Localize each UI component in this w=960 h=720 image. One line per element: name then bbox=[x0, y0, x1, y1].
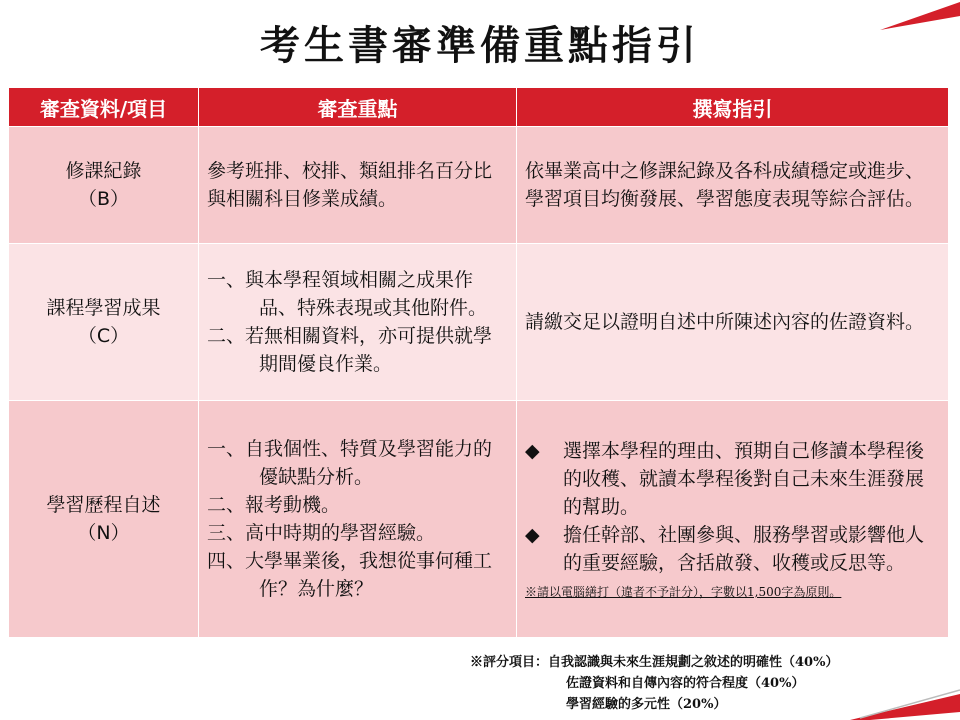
focus-item: 二、報考動機。 bbox=[207, 494, 341, 516]
red-corner-stripe-bottom bbox=[850, 694, 960, 720]
gray-corner-line bbox=[860, 690, 960, 718]
focus-item: 一、與本學程領域相關之成果作品、特殊表現或其他附件。 bbox=[207, 269, 488, 319]
item-name: 課程學習成果 bbox=[46, 297, 161, 319]
focus-item: 三、高中時期的學習經驗。 bbox=[207, 522, 436, 544]
guide-cell: 依畢業高中之修課紀錄及各科成績穩定或進步、學習項目均衡發展、學習態度表現等綜合評估。 bbox=[517, 127, 949, 244]
typing-note: ※請以電腦繕打（違者不予計分），字數以1,500字為原則。 bbox=[525, 585, 842, 599]
guide-cell bbox=[517, 401, 949, 638]
table-row bbox=[9, 127, 949, 244]
focus-cell bbox=[199, 401, 517, 638]
scoring-line-1: ※評分項目：自我認識與未來生涯規劃之敘述的明確性（40%） bbox=[470, 655, 839, 670]
item-cell bbox=[9, 401, 199, 638]
header-focus: 審查重點 bbox=[199, 88, 517, 127]
header-guide: 撰寫指引 bbox=[517, 88, 949, 127]
scoring-footnote bbox=[470, 652, 838, 715]
guide-bullet-text: 選擇本學程的理由、預期自己修讀本學程後的收穫、就讀本學程後對自己未來生涯發展的幫助。 bbox=[563, 440, 925, 518]
focus-item: 四、大學畢業後，我想從事何種工作？為什麼？ bbox=[207, 550, 493, 600]
guide-cell: 請繳交足以證明自述中所陳述內容的佐證資料。 bbox=[517, 244, 949, 401]
item-cell bbox=[9, 244, 199, 401]
review-guide-table bbox=[8, 87, 949, 638]
scoring-line-3: 學習經驗的多元性（20%） bbox=[566, 697, 727, 712]
page-title: 考生書審準備重點指引 bbox=[260, 23, 700, 69]
table-header-row bbox=[9, 88, 949, 127]
focus-item: 二、若無相關資料，亦可提供就學期間優良作業。 bbox=[207, 325, 493, 375]
focus-cell: 參考班排、校排、類組排名百分比與相關科目修業成績。 bbox=[199, 127, 517, 244]
table-row bbox=[9, 244, 949, 401]
item-name: 學習歷程自述 bbox=[46, 494, 161, 516]
scoring-line-2: 佐證資料和自傳內容的符合程度（40%） bbox=[566, 676, 805, 691]
item-code: （N） bbox=[77, 522, 130, 544]
item-code: （B） bbox=[77, 188, 130, 210]
item-cell bbox=[9, 127, 199, 244]
focus-cell bbox=[199, 244, 517, 401]
diamond-bullet-icon: ◆ bbox=[525, 524, 540, 546]
item-code: （C） bbox=[77, 325, 130, 347]
header-item: 審查資料/項目 bbox=[9, 88, 199, 127]
guide-bullet-item bbox=[525, 437, 940, 521]
guide-bullet-text: 擔任幹部、社團參與、服務學習或影響他人的重要經驗，含括啟發、收穫或反思等。 bbox=[563, 524, 925, 574]
diamond-bullet-icon: ◆ bbox=[525, 440, 540, 462]
guide-bullet-item bbox=[525, 521, 940, 577]
focus-item: 一、自我個性、特質及學習能力的優缺點分析。 bbox=[207, 438, 493, 488]
item-name: 修課紀錄 bbox=[65, 160, 142, 182]
table-row bbox=[9, 401, 949, 638]
